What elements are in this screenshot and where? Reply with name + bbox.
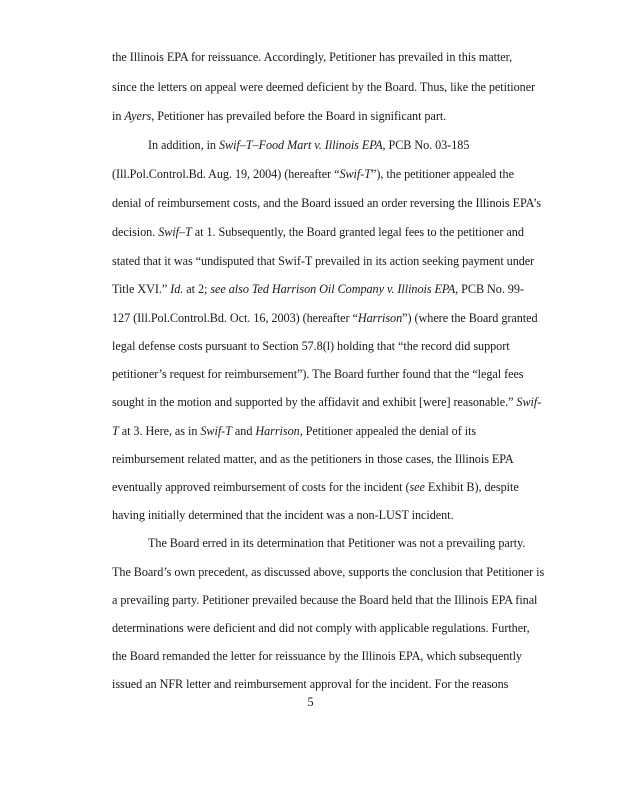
text-line-10 — [112, 311, 538, 325]
text-run: The Board’s own precedent, as discussed above, supports the conclusion that Petitioner is — [112, 565, 545, 579]
text-run: denial of reimbursement costs, and the Board issued an order reversing the Illinois EPA’s — [112, 196, 542, 210]
text-run: , PCB No. 99- — [455, 282, 524, 296]
text-run: since the letters on appeal were deemed deficient by the Board. Thus, like the petitioner — [112, 80, 536, 94]
text-run: the Illinois EPA for reissuance. Accordingly, Petitioner has prevailed in this matter, — [112, 50, 513, 64]
text-line-18 — [148, 536, 525, 550]
text-line-9 — [112, 282, 524, 296]
text-run: a prevailing party. Petitioner prevailed because the Board held that the Illinois EPA final — [112, 593, 538, 607]
text-line-20 — [112, 593, 537, 607]
italic-text-run: Harrison — [357, 311, 403, 325]
text-run: at 3. Here, as in — [118, 424, 201, 438]
text-run: Title XVI.” — [112, 282, 171, 296]
italic-text-run: see — [409, 480, 425, 494]
text-run: Exhibit B), despite — [424, 480, 519, 494]
text-line-21 — [112, 621, 530, 635]
italic-text-run: T — [112, 424, 119, 438]
italic-text-run: Swif- — [516, 395, 542, 409]
text-run: The Board erred in its determination that Petitioner was not a prevailing party. — [148, 536, 526, 550]
italic-text-run: Id. — [170, 282, 184, 296]
text-run: and — [231, 424, 256, 438]
text-line-16 — [112, 480, 519, 494]
italic-text-run: see also Ted Harrison Oil Company v. Illinois EPA — [210, 282, 456, 296]
text-line-11 — [112, 339, 510, 353]
italic-text-run: Ayers — [124, 109, 152, 123]
text-run: stated that it was “undisputed that Swif-T prevailed in its action seeking payment under — [112, 254, 535, 268]
text-line-19 — [112, 565, 544, 579]
text-run: determinations were deficient and did not comply with applicable regulations. Further, — [112, 621, 530, 635]
text-run: issued an NFR letter and reimbursement approval for the incident. For the reasons — [112, 677, 509, 691]
text-run: at 1. Subsequently, the Board granted legal fees to the petitioner and — [191, 225, 524, 239]
text-line-14 — [112, 424, 476, 438]
text-line-3 — [112, 109, 446, 123]
text-run: sought in the motion and supported by the affidavit and exhibit [were] reasonable.” — [112, 395, 517, 409]
text-line-6 — [112, 196, 541, 210]
text-line-12 — [112, 367, 524, 381]
text-run: the Board remanded the letter for reissuance by the Illinois EPA, which subsequently — [112, 649, 522, 663]
text-line-2 — [112, 80, 535, 94]
text-run: decision. — [112, 225, 159, 239]
text-run: reimbursement related matter, and as the petitioners in those cases, the Illinois EPA — [112, 452, 514, 466]
text-run: In addition, in — [148, 138, 219, 152]
text-line-7 — [112, 225, 524, 239]
text-line-23 — [112, 677, 508, 691]
text-line-17 — [112, 508, 454, 522]
text-line-5 — [112, 167, 514, 181]
italic-text-run: Harrison — [255, 424, 300, 438]
text-run: ”) (where the Board granted — [402, 311, 538, 325]
text-run: (Ill.Pol.Control.Bd. Aug. 19, 2004) (hereafter “ — [112, 167, 340, 181]
italic-text-run: Swif-T — [200, 424, 232, 438]
text-run: in — [112, 109, 125, 123]
text-line-4 — [148, 138, 469, 152]
text-run: eventually approved reimbursement of costs for the incident ( — [112, 480, 410, 494]
italic-text-run: Swif–T–Food Mart v. Illinois EPA — [218, 138, 383, 152]
text-line-22 — [112, 649, 522, 663]
text-run: , PCB No. 03-185 — [382, 138, 470, 152]
text-run: at 2; — [183, 282, 211, 296]
page-number: 5 — [307, 695, 314, 709]
italic-text-run: Swif–T — [158, 225, 192, 239]
text-line-1 — [112, 50, 512, 64]
text-run: petitioner’s request for reimbursement”). The Board further found that the “legal fees — [112, 367, 524, 381]
text-run: , Petitioner has prevailed before the Board in significant part. — [151, 109, 447, 123]
text-run: legal defense costs pursuant to Section 57.8(l) holding that “the record did support — [112, 339, 510, 353]
text-run: , Petitioner appealed the denial of its — [299, 424, 477, 438]
italic-text-run: Swif-T — [339, 167, 371, 181]
text-line-15 — [112, 452, 514, 466]
text-run: 127 (Ill.Pol.Control.Bd. Oct. 16, 2003) (hereafter “ — [112, 311, 358, 325]
text-line-13 — [112, 395, 541, 409]
text-line-8 — [112, 254, 534, 268]
text-run: having initially determined that the incident was a non-LUST incident. — [112, 508, 454, 522]
text-run: ”), the petitioner appealed the — [370, 167, 514, 181]
